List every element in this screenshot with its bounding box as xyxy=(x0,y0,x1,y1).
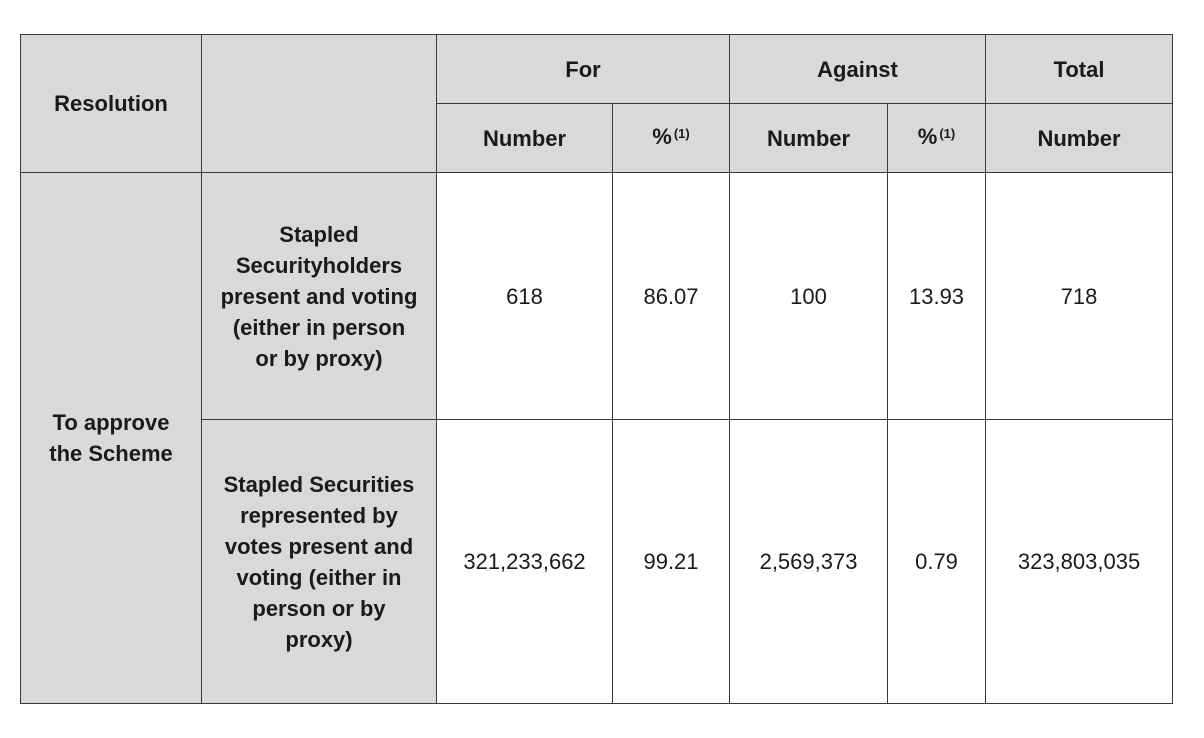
percent-sign: % xyxy=(652,124,672,149)
header-row-1 xyxy=(21,35,1173,104)
against-percent-cell: 13.93 xyxy=(888,173,986,420)
total-header: Total xyxy=(986,35,1173,104)
percent-sign: % xyxy=(917,124,938,149)
footnote-ref: (1) xyxy=(673,126,690,141)
for-number-cell: 618 xyxy=(437,173,613,420)
for-header: For xyxy=(437,35,730,104)
against-header: Against xyxy=(730,35,986,104)
for-percent-cell: 86.07 xyxy=(613,173,730,420)
against-number-cell: 100 xyxy=(730,173,888,420)
for-number-cell: 321,233,662 xyxy=(437,420,613,704)
resolution-label: To approve the Scheme xyxy=(21,173,202,704)
against-percent-cell: 0.79 xyxy=(888,420,986,704)
against-number-header: Number xyxy=(730,104,888,173)
empty-header xyxy=(202,35,437,173)
for-percent-cell: 99.21 xyxy=(613,420,730,704)
resolution-header: Resolution xyxy=(21,35,202,173)
total-number-cell: 718 xyxy=(986,173,1173,420)
for-number-header: Number xyxy=(437,104,613,173)
total-number-cell: 323,803,035 xyxy=(986,420,1173,704)
total-number-header: Number xyxy=(986,104,1173,173)
row-description: Stapled Securityholders present and voting (either in person or by proxy) xyxy=(202,173,437,420)
footnote-ref: (1) xyxy=(939,126,956,141)
table-row xyxy=(21,173,1173,420)
row-description: Stapled Securities represented by votes present and voting (either in person or by proxy) xyxy=(202,420,437,704)
against-number-cell: 2,569,373 xyxy=(730,420,888,704)
results-table xyxy=(20,34,1173,704)
against-percent-header xyxy=(888,104,986,173)
for-percent-header xyxy=(613,104,730,173)
